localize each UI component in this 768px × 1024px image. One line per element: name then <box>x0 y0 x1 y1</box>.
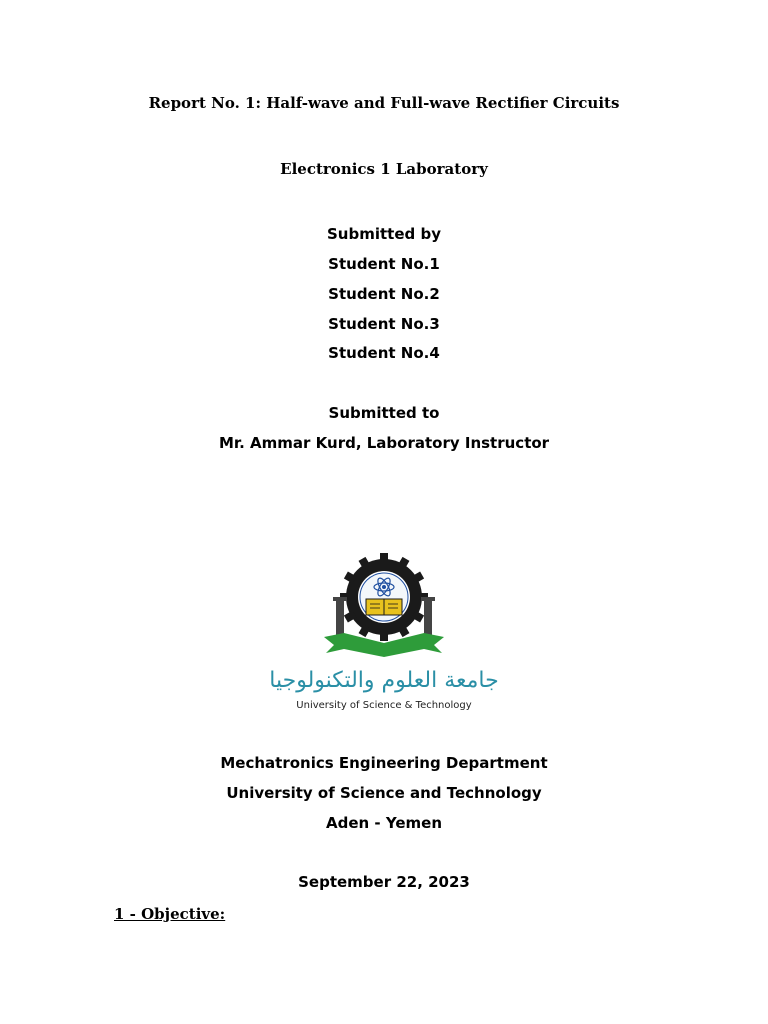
student-2: Student No.2 <box>328 285 440 303</box>
submission-date: September 22, 2023 <box>298 873 470 891</box>
course-name: Electronics 1 Laboratory <box>280 160 488 178</box>
logo-arabic-name: جامعة العلوم والتكنولوجيا <box>269 668 499 693</box>
instructor-name: Mr. Ammar Kurd, Laboratory Instructor <box>218 434 550 452</box>
department-name: Mechatronics Engineering Department <box>220 754 548 772</box>
student-4: Student No.4 <box>328 344 440 362</box>
gear-ring <box>340 553 428 641</box>
objective-heading: 1 - Objective: <box>114 905 226 923</box>
report-title: Report No. 1: Half-wave and Full-wave Rectifier Circuits <box>148 94 620 112</box>
submitted-by-heading: Submitted by <box>327 225 441 243</box>
student-1: Student No.1 <box>328 255 440 273</box>
student-3: Student No.3 <box>328 315 440 333</box>
location: Aden - Yemen <box>325 814 442 832</box>
submitted-to-heading: Submitted to <box>328 404 440 422</box>
university-logo <box>269 545 499 720</box>
logo-english-name: University of Science & Technology <box>296 700 472 711</box>
university-seal-icon <box>269 545 499 700</box>
university-name: University of Science and Technology <box>226 784 542 802</box>
